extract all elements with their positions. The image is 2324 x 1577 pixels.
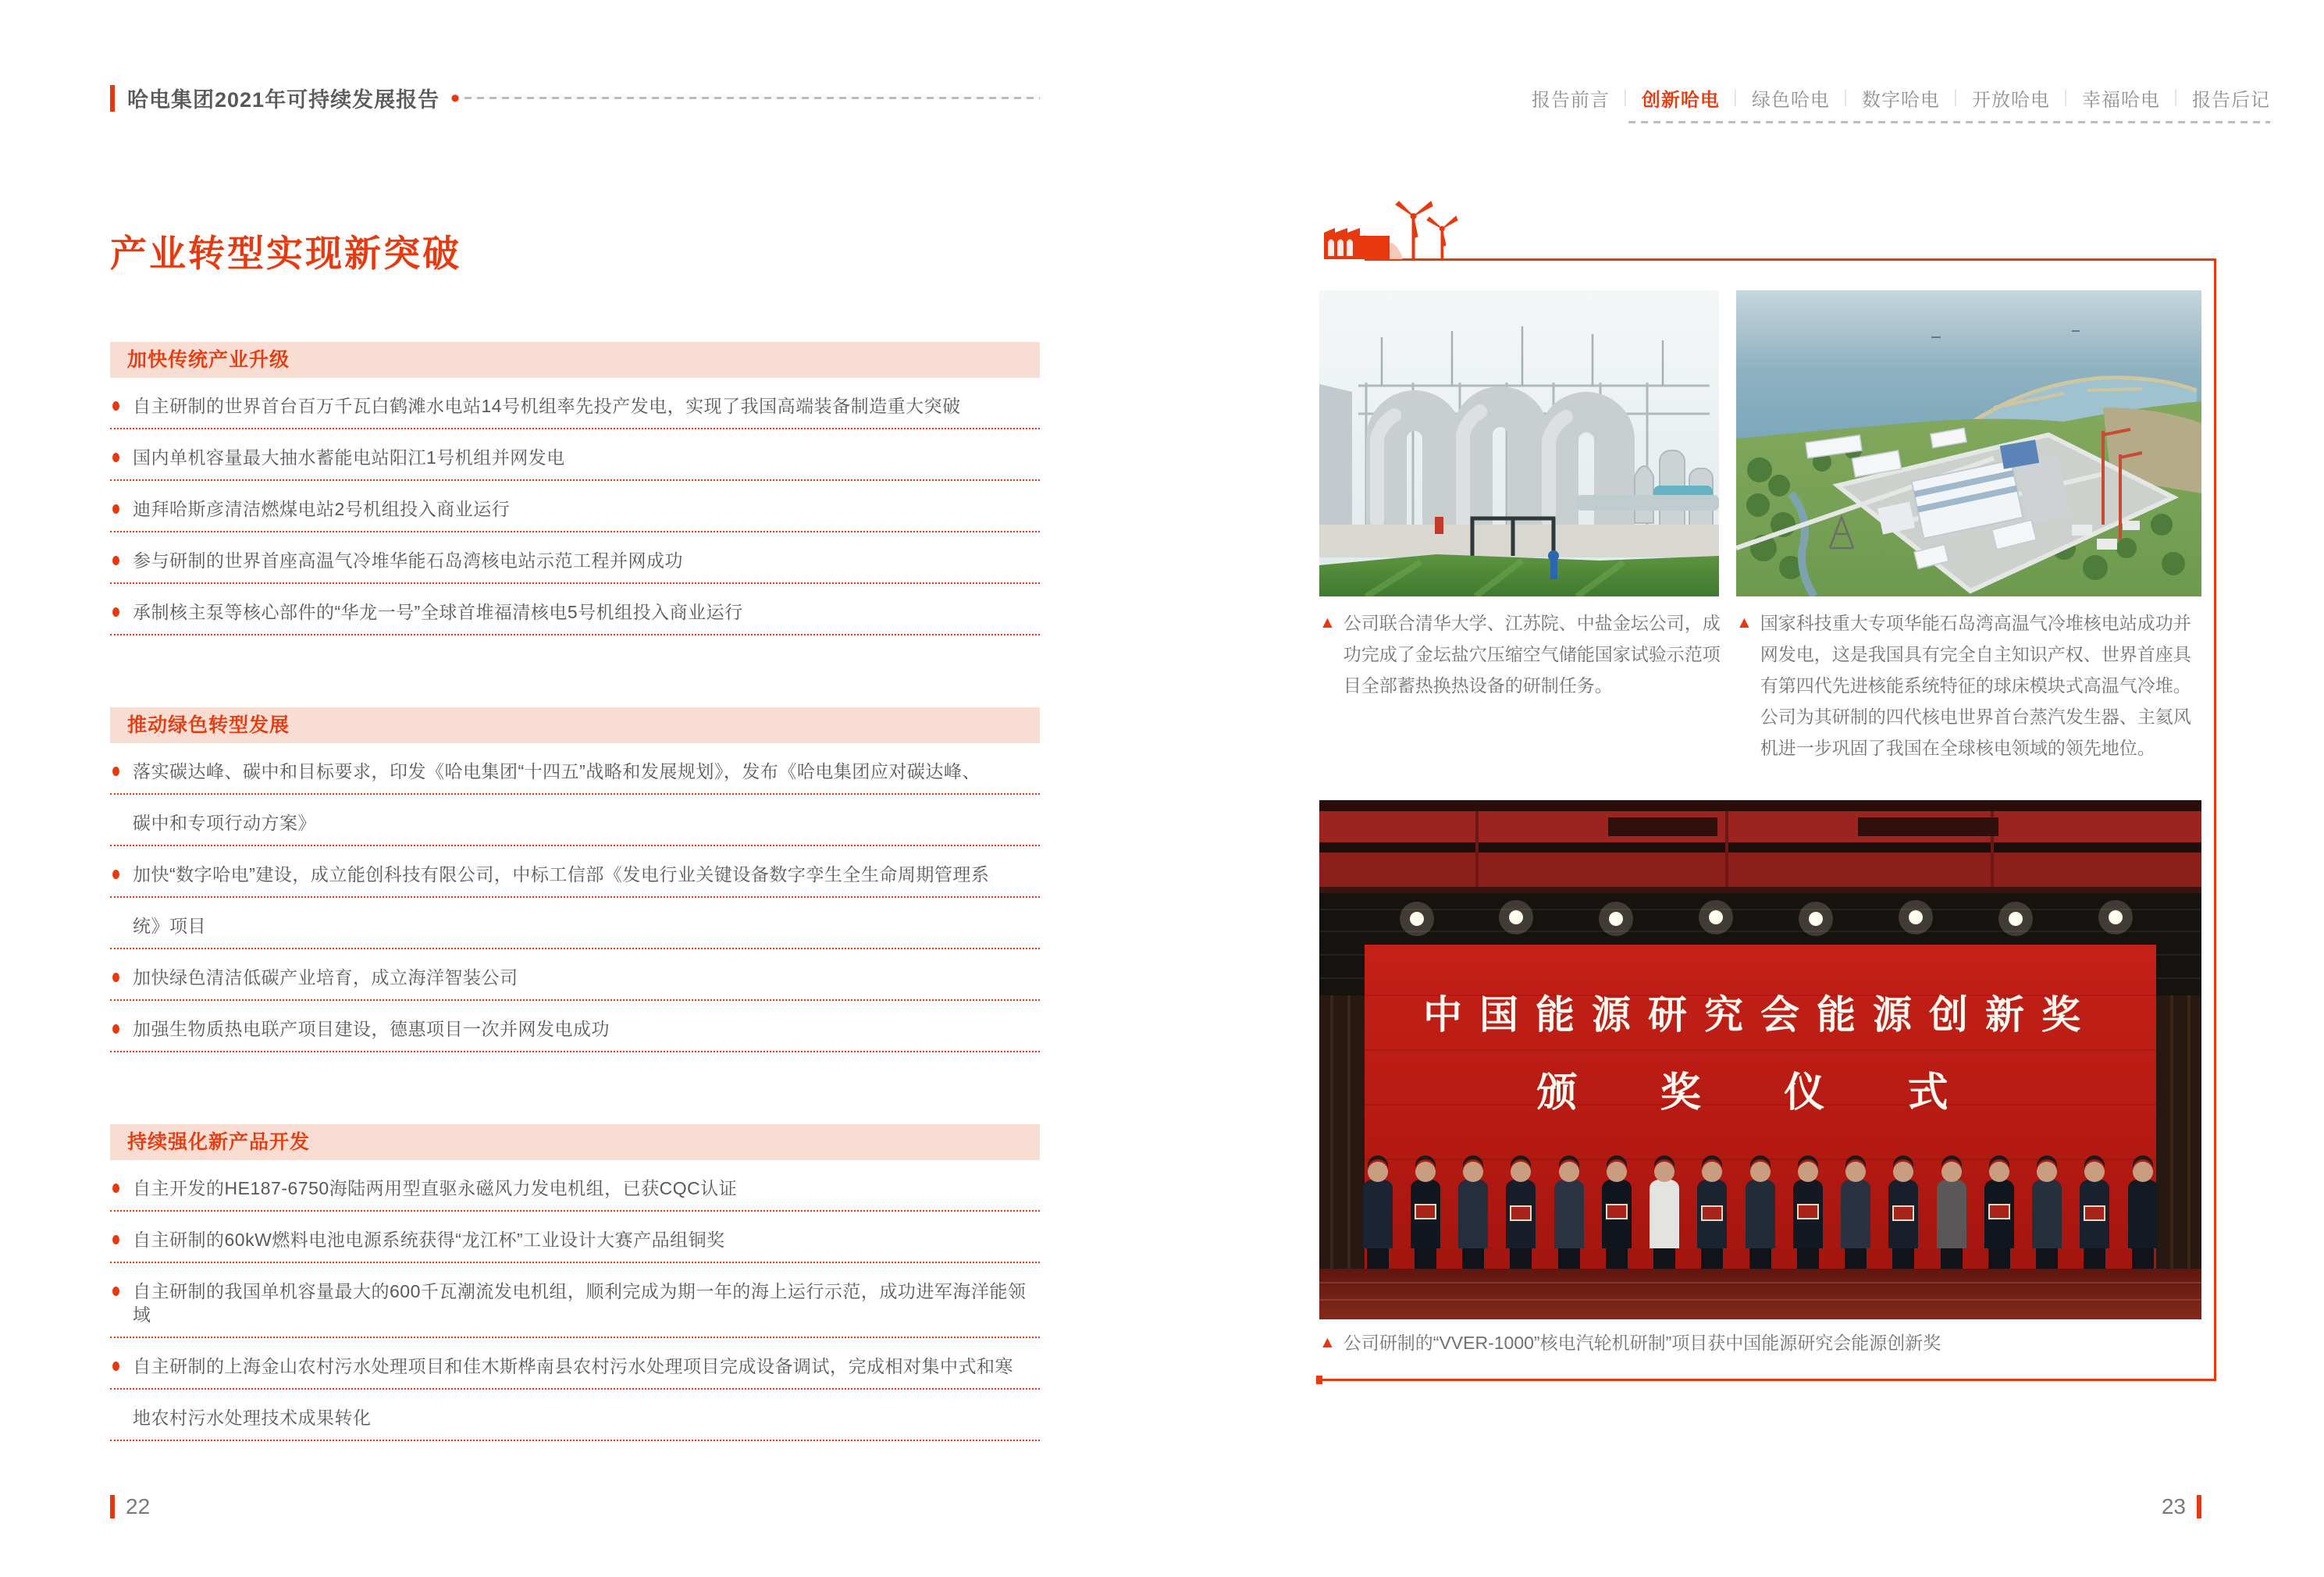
screen-banner-line2: 颁 奖 仪 式 [1536, 1070, 1984, 1116]
nav-item-happy: 幸福哈电 [2081, 90, 2160, 111]
nav-item-digital: 数字哈电 [1861, 90, 1940, 111]
nav-item-postscript: 报告后记 [2192, 90, 2270, 111]
section-green-transition [110, 707, 1040, 1052]
bullet-dot-icon [112, 1184, 119, 1193]
bullet-dot-icon [112, 1024, 119, 1034]
photo-caes-equipment [1319, 290, 1719, 596]
caption-triangle-icon: ▲ [1319, 1333, 1336, 1351]
caption-triangle-icon: ▲ [1736, 614, 1753, 632]
header-dot-icon: • [450, 83, 460, 113]
nav-divider: ｜ [1946, 89, 1965, 109]
bullet-dot-icon [112, 1362, 119, 1371]
photo-award-ceremony [1319, 800, 2201, 1319]
caption-photo1: ▲ 公司联合清华大学、江苏院、中盐金坛公司，成功完成了金坛盐穴压缩空气储能国家试验示范项目全部蓄热换热设备的研制任务。 [1319, 607, 1722, 701]
list-item: 国内单机容量最大抽水蓄能电站阳江1号机组并网发电 [110, 429, 1040, 481]
left-column [110, 342, 1040, 1441]
bullet-dot-icon [112, 767, 119, 776]
nav-divider: ｜ [2166, 89, 2185, 109]
bullet-dot-icon [112, 453, 119, 462]
chapter-nav [1531, 84, 2270, 112]
list-item: 加快绿色清洁低碳产业培育，成立海洋智装公司 [110, 949, 1040, 1001]
caption-photo2: ▲ 国家科技重大专项华能石岛湾高温气冷堆核电站成功并网发电，这是我国具有完全自主知识产权、世界首座具有第四代先进核能系统特征的球床模块式高温气冷堆。公司为其研制的四代核电世界首台蒸汽发生器、主氦风机进一步巩固了我国在全球核电领域的领先地位。 [1736, 607, 2205, 764]
caption-photo3: ▲ 公司研制的“VVER-1000”核电汽轮机研制”项目获中国能源研究会能源创新奖 [1319, 1327, 2209, 1358]
list-item: 参与研制的世界首座高温气冷堆华能石岛湾核电站示范工程并网成功 [110, 532, 1040, 584]
bullet-dot-icon [112, 401, 119, 411]
header-accent-bar [110, 85, 115, 112]
footer-accent-bar [110, 1495, 115, 1518]
header-dashed-line [464, 97, 1040, 99]
list-item-continuation: 统》项目 [110, 898, 1040, 949]
right-frame-top-line [1365, 258, 2215, 261]
footer-accent-bar [2197, 1495, 2201, 1518]
nav-divider: ｜ [1836, 89, 1855, 109]
header-right [1531, 84, 2270, 123]
section-heading: 持续强化新产品开发 [110, 1124, 1040, 1160]
bullet-dot-icon [112, 607, 119, 617]
list-item: 自主研制的60kW燃料电池电源系统获得“龙江杯”工业设计大赛产品组铜奖 [110, 1212, 1040, 1263]
bullet-dot-icon [112, 1235, 119, 1244]
nav-item-preface: 报告前言 [1531, 90, 1610, 111]
page-number-left: 22 [126, 1494, 151, 1518]
photo-nuclear-plant-aerial [1736, 290, 2201, 596]
list-item: 自主开发的HE187-6750海陆两用型直驱永磁风力发电机组，已获CQC认证 [110, 1160, 1040, 1212]
bullet-dot-icon [112, 504, 119, 514]
section-new-products [110, 1124, 1040, 1441]
list-item: 自主研制的我国单机容量最大的600千瓦潮流发电机组，顺利完成为期一年的海上运行示范，成功进军海洋能领域 [110, 1263, 1040, 1338]
nav-divider: ｜ [1726, 89, 1745, 109]
right-frame-bottom-line [1319, 1379, 2216, 1381]
list-item-continuation: 碳中和专项行动方案》 [110, 795, 1040, 846]
page-title: 产业转型实现新突破 [110, 233, 461, 274]
right-frame-vertical-line [2214, 258, 2216, 1380]
bullet-dot-icon [112, 870, 119, 879]
bullet-dot-icon [112, 556, 119, 565]
bullet-dot-icon [112, 1287, 119, 1296]
footer-left [110, 1494, 161, 1519]
list-item: 落实碳达峰、碳中和目标要求，印发《哈电集团“十四五”战略和发展规划》，发布《哈电集团应对碳达峰、 [110, 743, 1040, 795]
list-item: 自主研制的上海金山农村污水处理项目和佳木斯桦南县农村污水处理项目完成设备调试，完成相对集中式和寒 [110, 1338, 1040, 1390]
energy-factory-icon [1318, 195, 1474, 271]
nav-item-open: 开放哈电 [1971, 90, 2050, 111]
nav-item-green: 绿色哈电 [1751, 90, 1830, 111]
nav-item-innovation: 创新哈电 [1641, 90, 1720, 111]
section-heading: 推动绿色转型发展 [110, 707, 1040, 743]
footer-right [2100, 1494, 2201, 1519]
bullet-dot-icon [112, 973, 119, 982]
list-item: 自主研制的世界首台百万千瓦白鹤滩水电站14号机组率先投产发电，实现了我国高端装备制造重大突破 [110, 378, 1040, 429]
screen-banner-line1: 中国能源研究会能源创新奖 [1423, 993, 2098, 1037]
report-title: 哈电集团2021年可持续发展报告 [127, 88, 440, 112]
caption-triangle-icon: ▲ [1319, 614, 1336, 632]
list-item: 承制核主泵等核心部件的“华龙一号”全球首堆福清核电5号机组投入商业运行 [110, 584, 1040, 635]
section-traditional-upgrade [110, 342, 1040, 635]
list-item: 加快“数字哈电”建设，成立能创科技有限公司，中标工信部《发电行业关键设备数字孪生全生命周期管理系 [110, 846, 1040, 898]
header-left [110, 83, 1040, 113]
list-item: 迪拜哈斯彦清洁燃煤电站2号机组投入商业运行 [110, 481, 1040, 532]
list-item-continuation: 地农村污水处理技术成果转化 [110, 1390, 1040, 1441]
page-number-right: 23 [2161, 1494, 2186, 1518]
section-heading: 加快传统产业升级 [110, 342, 1040, 378]
header-dashed-line-right [1628, 121, 2270, 123]
nav-divider: ｜ [1616, 89, 1635, 109]
list-item: 加强生物质热电联产项目建设，德惠项目一次并网发电成功 [110, 1001, 1040, 1052]
nav-divider: ｜ [2056, 89, 2075, 109]
right-frame-bottom-tick [1316, 1376, 1322, 1384]
